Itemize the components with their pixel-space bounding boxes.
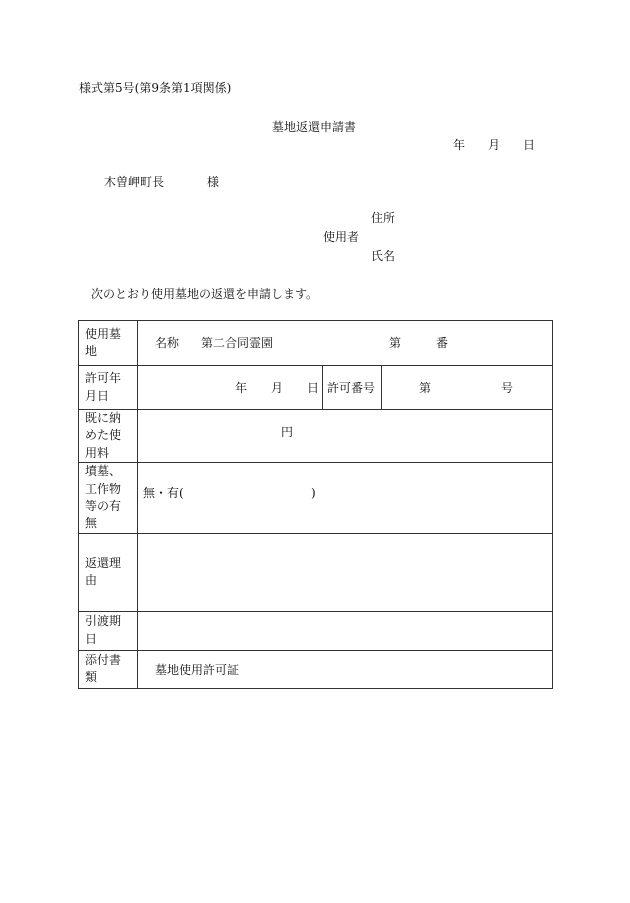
permit-date-label: 許可年月日 [85,371,122,403]
reason-value-cell[interactable] [138,533,553,611]
fee-label-cell [79,410,138,463]
permit-no-dai: 第 [419,381,432,395]
row-fee [79,410,553,463]
row-reason [79,533,553,611]
name-label: 氏名 [371,249,396,263]
attach-value: 墓地使用許可証 [155,662,240,677]
permit-no-value-cell[interactable] [382,366,553,410]
attach-label-cell [79,650,138,688]
application-table [78,320,553,689]
address-label: 住所 [371,211,396,225]
fee-value-cell[interactable] [138,410,553,463]
row-structure [79,463,553,534]
cemetery-name-label: 名称 [155,336,180,350]
cemetery-label: 使用墓地 [85,326,122,358]
addressee-name: 木曽岬町長 [104,175,165,189]
attach-value-cell[interactable] [138,650,553,688]
date-day-label: 日 [523,138,536,152]
permit-no-go: 号 [501,381,514,395]
row-handover [79,611,553,650]
permit-month: 月 [271,381,284,395]
page-title: 墓地返還申請書 [272,120,357,134]
row-attach [79,650,553,688]
form-number: 様式第5号(第9条第1項関係) [79,81,232,95]
cemetery-name-value: 第二合同霊園 [201,336,274,350]
date-month-label: 月 [488,138,501,152]
handover-value-cell[interactable] [138,611,553,650]
attach-label: 添付書類 [85,652,122,685]
intro-text: 次のとおり使用墓地の返還を申請します。 [91,287,319,301]
structure-value-cell[interactable] [138,463,553,534]
row-cemetery [79,321,553,366]
date-year-label: 年 [453,138,466,152]
permit-no-label: 許可番号 [327,381,376,395]
row-permit [79,366,553,410]
cemetery-value-cell[interactable] [138,321,553,366]
user-label: 使用者 [323,230,360,244]
structure-close: ) [311,486,316,501]
fee-yen: 円 [281,425,294,439]
fee-label: 既に納めた使用料 [85,411,122,460]
handover-label: 引渡期日 [85,614,122,646]
reason-label-cell [79,533,138,611]
reason-label: 返還理由 [85,555,122,588]
cemetery-dai: 第 [389,336,402,350]
permit-year: 年 [235,381,248,395]
structure-option: 無・有( [143,486,184,501]
cemetery-ban: 番 [436,336,449,350]
permit-day: 日 [307,381,320,395]
handover-label-cell [79,611,138,650]
structure-label-cell [79,463,138,534]
cemetery-label-cell [79,321,138,366]
permit-date-label-cell [79,366,138,410]
permit-no-label-cell [323,366,382,410]
addressee-honorific: 様 [207,175,220,189]
structure-label: 墳墓、工作物等の有無 [85,464,122,531]
permit-date-value-cell[interactable] [138,366,323,410]
